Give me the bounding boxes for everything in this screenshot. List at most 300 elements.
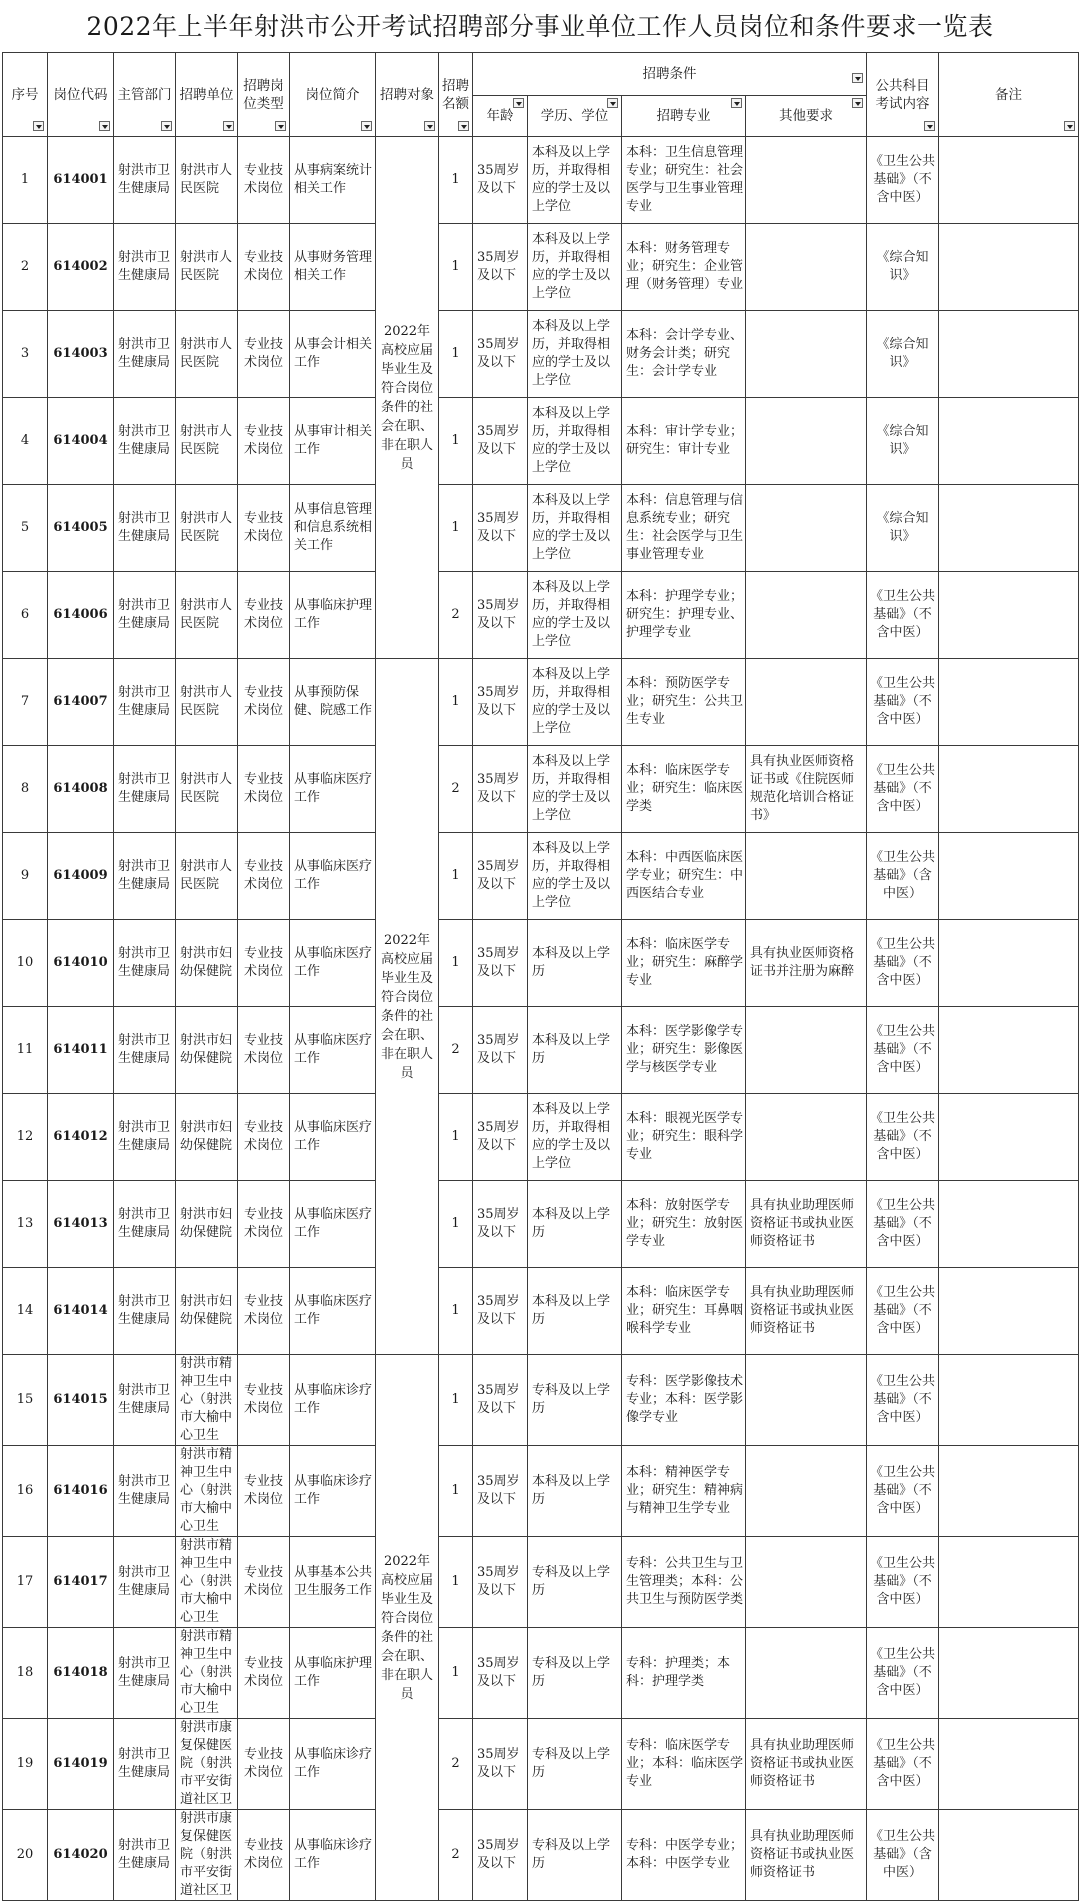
cell-code: 614011	[48, 1007, 114, 1094]
cell-seq: 15	[3, 1355, 48, 1446]
cell-dept: 射洪市卫生健康局	[114, 1719, 176, 1810]
cell-dept: 射洪市卫生健康局	[114, 311, 176, 398]
cell-exam: 《卫生公共基础》（不含中医）	[867, 920, 939, 1007]
filter-dropdown-icon[interactable]	[513, 98, 524, 108]
cell-unit: 射洪市人民医院	[176, 224, 238, 311]
cell-major: 本科：会计学专业、财务会计类；研究生：会计学专业	[622, 311, 746, 398]
cell-age: 35周岁及以下	[473, 224, 528, 311]
filter-dropdown-icon[interactable]	[1064, 121, 1075, 131]
cell-age: 35周岁及以下	[473, 398, 528, 485]
cell-edu: 专科及以上学历	[528, 1355, 622, 1446]
cell-count: 1	[439, 311, 473, 398]
cell-unit: 射洪市妇幼保健院	[176, 1094, 238, 1181]
cell-age: 35周岁及以下	[473, 1537, 528, 1628]
cell-major: 本科：财务管理专业；研究生：企业管理（财务管理）专业	[622, 224, 746, 311]
cell-seq: 7	[3, 659, 48, 746]
cell-type: 专业技术岗位	[238, 1181, 290, 1268]
cell-type: 专业技术岗位	[238, 485, 290, 572]
cell-other	[746, 137, 867, 224]
cell-edu: 本科及以上学历，并取得相应的学士及以上学位	[528, 746, 622, 833]
cell-code: 614014	[48, 1268, 114, 1355]
cell-seq: 9	[3, 833, 48, 920]
cell-type: 专业技术岗位	[238, 920, 290, 1007]
cell-type: 专业技术岗位	[238, 572, 290, 659]
cell-seq: 1	[3, 137, 48, 224]
cell-exam: 《卫生公共基础》（不含中医）	[867, 1007, 939, 1094]
cell-type: 专业技术岗位	[238, 1268, 290, 1355]
cell-age: 35周岁及以下	[473, 1094, 528, 1181]
table-row	[3, 224, 1079, 311]
cell-dept: 射洪市卫生健康局	[114, 1355, 176, 1446]
page-title: 2022年上半年射洪市公开考试招聘部分事业单位工作人员岗位和条件要求一览表	[86, 12, 994, 41]
table-row	[3, 659, 1079, 746]
filter-dropdown-icon[interactable]	[924, 121, 935, 131]
header-type: 招聘岗位类型	[238, 53, 290, 137]
cell-exam: 《卫生公共基础》（不含中医）	[867, 659, 939, 746]
cell-major: 本科：信息管理与信息系统专业；研究生：社会医学与卫生事业管理专业	[622, 485, 746, 572]
header-conditions: 招聘条件	[473, 53, 867, 96]
table-row	[3, 920, 1079, 1007]
cell-unit: 射洪市精神卫生中心（射洪市大榆中心卫生	[176, 1355, 238, 1446]
cell-exam: 《卫生公共基础》（含中医）	[867, 833, 939, 920]
cell-age: 35周岁及以下	[473, 1355, 528, 1446]
cell-dept: 射洪市卫生健康局	[114, 485, 176, 572]
cell-count: 1	[439, 485, 473, 572]
cell-unit: 射洪市人民医院	[176, 137, 238, 224]
table-row	[3, 1181, 1079, 1268]
filter-dropdown-icon[interactable]	[33, 121, 44, 131]
cell-seq: 14	[3, 1268, 48, 1355]
cell-other	[746, 659, 867, 746]
filter-dropdown-icon[interactable]	[458, 121, 469, 131]
cell-count: 2	[439, 1810, 473, 1901]
cell-dept: 射洪市卫生健康局	[114, 398, 176, 485]
cell-dept: 射洪市卫生健康局	[114, 659, 176, 746]
cell-edu: 本科及以上学历，并取得相应的学士及以上学位	[528, 137, 622, 224]
cell-edu: 本科及以上学历，并取得相应的学士及以上学位	[528, 224, 622, 311]
cell-other: 具有执业助理医师资格证书或执业医师资格证书	[746, 1810, 867, 1901]
table-row	[3, 1355, 1079, 1446]
cell-intro: 从事信息管理和信息系统相关工作	[290, 485, 376, 572]
cell-intro: 从事财务管理相关工作	[290, 224, 376, 311]
cell-other: 具有执业医师资格证书或《住院医师规范化培训合格证书》	[746, 746, 867, 833]
cell-seq: 18	[3, 1628, 48, 1719]
cell-remark	[939, 485, 1079, 572]
cell-dept: 射洪市卫生健康局	[114, 1181, 176, 1268]
cell-age: 35周岁及以下	[473, 1446, 528, 1537]
cell-age: 35周岁及以下	[473, 137, 528, 224]
header-exam: 公共科目考试内容	[867, 53, 939, 137]
cell-intro: 从事临床医疗工作	[290, 1007, 376, 1094]
cell-remark	[939, 224, 1079, 311]
cell-intro: 从事临床护理工作	[290, 572, 376, 659]
cell-other	[746, 1628, 867, 1719]
cell-dept: 射洪市卫生健康局	[114, 1810, 176, 1901]
table-row	[3, 833, 1079, 920]
cell-edu: 本科及以上学历	[528, 1268, 622, 1355]
cell-intro: 从事临床医疗工作	[290, 920, 376, 1007]
cell-code: 614019	[48, 1719, 114, 1810]
cell-unit: 射洪市康复保健医院（射洪市平安街道社区卫	[176, 1810, 238, 1901]
cell-major: 本科：医学影像学专业；研究生：影像医学与核医学专业	[622, 1007, 746, 1094]
cell-remark	[939, 1446, 1079, 1537]
cell-remark	[939, 1094, 1079, 1181]
table-row	[3, 746, 1079, 833]
cell-age: 35周岁及以下	[473, 1810, 528, 1901]
cell-type: 专业技术岗位	[238, 398, 290, 485]
table-row	[3, 572, 1079, 659]
cell-age: 35周岁及以下	[473, 1181, 528, 1268]
cell-age: 35周岁及以下	[473, 311, 528, 398]
cell-count: 1	[439, 1355, 473, 1446]
cell-age: 35周岁及以下	[473, 572, 528, 659]
cell-intro: 从事会计相关工作	[290, 311, 376, 398]
filter-dropdown-icon[interactable]	[223, 121, 234, 131]
cell-remark	[939, 1355, 1079, 1446]
cell-seq: 10	[3, 920, 48, 1007]
cell-code: 614003	[48, 311, 114, 398]
cell-remark	[939, 746, 1079, 833]
cell-code: 614017	[48, 1537, 114, 1628]
cell-code: 614008	[48, 746, 114, 833]
cell-edu: 本科及以上学历，并取得相应的学士及以上学位	[528, 572, 622, 659]
cell-type: 专业技术岗位	[238, 224, 290, 311]
cell-other	[746, 485, 867, 572]
cell-intro: 从事临床护理工作	[290, 1628, 376, 1719]
cell-edu: 本科及以上学历	[528, 920, 622, 1007]
cell-count: 1	[439, 659, 473, 746]
cell-major: 本科：预防医学专业；研究生：公共卫生专业	[622, 659, 746, 746]
filter-dropdown-icon[interactable]	[852, 98, 863, 108]
cell-count: 1	[439, 1537, 473, 1628]
cell-dept: 射洪市卫生健康局	[114, 833, 176, 920]
cell-other	[746, 224, 867, 311]
cell-other	[746, 1094, 867, 1181]
cell-major: 专科：临床医学专业；本科：临床医学专业	[622, 1719, 746, 1810]
cell-unit: 射洪市人民医院	[176, 572, 238, 659]
cell-dept: 射洪市卫生健康局	[114, 572, 176, 659]
header-other: 其他要求	[746, 96, 867, 137]
cell-count: 2	[439, 1719, 473, 1810]
header-remark: 备注	[939, 53, 1079, 137]
cell-intro: 从事临床医疗工作	[290, 833, 376, 920]
cell-exam: 《卫生公共基础》（含中医）	[867, 1810, 939, 1901]
cell-dept: 射洪市卫生健康局	[114, 1094, 176, 1181]
cell-seq: 20	[3, 1810, 48, 1901]
cell-intro: 从事临床诊疗工作	[290, 1355, 376, 1446]
cell-code: 614006	[48, 572, 114, 659]
cell-major: 本科：眼视光医学专业；研究生：眼科学专业	[622, 1094, 746, 1181]
cell-intro: 从事临床医疗工作	[290, 1094, 376, 1181]
table-row	[3, 1446, 1079, 1537]
cell-remark	[939, 1007, 1079, 1094]
cell-unit: 射洪市妇幼保健院	[176, 920, 238, 1007]
cell-exam: 《卫生公共基础》（不含中医）	[867, 746, 939, 833]
cell-type: 专业技术岗位	[238, 311, 290, 398]
cell-target: 2022年高校应届毕业生及符合岗位条件的社会在职、非在职人员	[376, 1355, 439, 1901]
table-row	[3, 137, 1079, 224]
cell-age: 35周岁及以下	[473, 659, 528, 746]
cell-seq: 4	[3, 398, 48, 485]
cell-age: 35周岁及以下	[473, 1007, 528, 1094]
cell-exam: 《卫生公共基础》（不含中医）	[867, 1094, 939, 1181]
cell-major: 本科：卫生信息管理专业；研究生：社会医学与卫生事业管理专业	[622, 137, 746, 224]
cell-count: 1	[439, 1628, 473, 1719]
cell-major: 专科：中医学专业；本科：中医学专业	[622, 1810, 746, 1901]
cell-count: 1	[439, 833, 473, 920]
cell-exam: 《综合知识》	[867, 311, 939, 398]
cell-count: 2	[439, 746, 473, 833]
cell-type: 专业技术岗位	[238, 1537, 290, 1628]
cell-type: 专业技术岗位	[238, 1719, 290, 1810]
cell-other: 具有执业助理医师资格证书或执业医师资格证书	[746, 1268, 867, 1355]
cell-dept: 射洪市卫生健康局	[114, 1007, 176, 1094]
cell-intro: 从事病案统计相关工作	[290, 137, 376, 224]
cell-code: 614009	[48, 833, 114, 920]
cell-seq: 11	[3, 1007, 48, 1094]
cell-count: 1	[439, 137, 473, 224]
cell-edu: 本科及以上学历，并取得相应的学士及以上学位	[528, 398, 622, 485]
cell-edu: 专科及以上学历	[528, 1810, 622, 1901]
cell-seq: 16	[3, 1446, 48, 1537]
cell-other	[746, 833, 867, 920]
cell-type: 专业技术岗位	[238, 1007, 290, 1094]
cell-major: 专科：护理类；本科：护理学类	[622, 1628, 746, 1719]
cell-unit: 射洪市人民医院	[176, 746, 238, 833]
cell-edu: 专科及以上学历	[528, 1537, 622, 1628]
cell-major: 专科：医学影像技术专业；本科：医学影像学专业	[622, 1355, 746, 1446]
header-dept: 主管部门	[114, 53, 176, 137]
header-unit: 招聘单位	[176, 53, 238, 137]
cell-exam: 《卫生公共基础》（不含中医）	[867, 137, 939, 224]
cell-unit: 射洪市人民医院	[176, 398, 238, 485]
cell-exam: 《卫生公共基础》（不含中医）	[867, 1537, 939, 1628]
cell-exam: 《综合知识》	[867, 398, 939, 485]
cell-target: 2022年高校应届毕业生及符合岗位条件的社会在职、非在职人员	[376, 137, 439, 659]
table-row	[3, 398, 1079, 485]
cell-remark	[939, 1628, 1079, 1719]
filter-dropdown-icon[interactable]	[361, 121, 372, 131]
cell-count: 1	[439, 920, 473, 1007]
cell-seq: 12	[3, 1094, 48, 1181]
cell-major: 本科：临床医学专业；研究生：耳鼻咽喉科学专业	[622, 1268, 746, 1355]
cell-code: 614005	[48, 485, 114, 572]
cell-edu: 本科及以上学历	[528, 1007, 622, 1094]
cell-count: 1	[439, 224, 473, 311]
cell-exam: 《综合知识》	[867, 224, 939, 311]
cell-other	[746, 1537, 867, 1628]
cell-edu: 专科及以上学历	[528, 1719, 622, 1810]
cell-code: 614007	[48, 659, 114, 746]
cell-count: 1	[439, 1268, 473, 1355]
cell-dept: 射洪市卫生健康局	[114, 1628, 176, 1719]
cell-edu: 本科及以上学历，并取得相应的学士及以上学位	[528, 1094, 622, 1181]
cell-count: 1	[439, 1094, 473, 1181]
header-edu: 学历、学位	[528, 96, 622, 137]
cell-seq: 8	[3, 746, 48, 833]
cell-unit: 射洪市康复保健医院（射洪市平安街道社区卫	[176, 1719, 238, 1810]
cell-type: 专业技术岗位	[238, 1628, 290, 1719]
cell-type: 专业技术岗位	[238, 1446, 290, 1537]
cell-edu: 本科及以上学历	[528, 1446, 622, 1537]
cell-unit: 射洪市人民医院	[176, 485, 238, 572]
cell-unit: 射洪市妇幼保健院	[176, 1181, 238, 1268]
cell-exam: 《卫生公共基础》（不含中医）	[867, 1628, 939, 1719]
header-intro: 岗位简介	[290, 53, 376, 137]
cell-type: 专业技术岗位	[238, 833, 290, 920]
cell-major: 本科：精神医学专业；研究生：精神病与精神卫生学专业	[622, 1446, 746, 1537]
cell-other	[746, 1355, 867, 1446]
cell-intro: 从事临床诊疗工作	[290, 1810, 376, 1901]
cell-other: 具有执业医师资格证书并注册为麻醉	[746, 920, 867, 1007]
table-row	[3, 1268, 1079, 1355]
cell-major: 本科：审计学专业；研究生：审计专业	[622, 398, 746, 485]
cell-unit: 射洪市人民医院	[176, 311, 238, 398]
filter-dropdown-icon[interactable]	[161, 121, 172, 131]
cell-exam: 《卫生公共基础》（不含中医）	[867, 1446, 939, 1537]
cell-other	[746, 311, 867, 398]
cell-exam: 《卫生公共基础》（不含中医）	[867, 572, 939, 659]
table-row	[3, 311, 1079, 398]
cell-age: 35周岁及以下	[473, 833, 528, 920]
cell-unit: 射洪市精神卫生中心（射洪市大榆中心卫生	[176, 1537, 238, 1628]
cell-unit: 射洪市精神卫生中心（射洪市大榆中心卫生	[176, 1628, 238, 1719]
filter-dropdown-icon[interactable]	[424, 121, 435, 131]
cell-code: 614012	[48, 1094, 114, 1181]
positions-table	[2, 52, 1079, 1901]
cell-exam: 《卫生公共基础》（不含中医）	[867, 1719, 939, 1810]
cell-exam: 《卫生公共基础》（不含中医）	[867, 1268, 939, 1355]
cell-seq: 3	[3, 311, 48, 398]
cell-type: 专业技术岗位	[238, 746, 290, 833]
cell-count: 1	[439, 1446, 473, 1537]
cell-major: 本科：护理学专业；研究生：护理专业、护理学专业	[622, 572, 746, 659]
cell-type: 专业技术岗位	[238, 1094, 290, 1181]
cell-seq: 19	[3, 1719, 48, 1810]
cell-code: 614015	[48, 1355, 114, 1446]
cell-code: 614013	[48, 1181, 114, 1268]
cell-unit: 射洪市人民医院	[176, 833, 238, 920]
cell-major: 本科：临床医学专业；研究生：麻醉学专业	[622, 920, 746, 1007]
cell-age: 35周岁及以下	[473, 746, 528, 833]
cell-edu: 专科及以上学历	[528, 1628, 622, 1719]
cell-other	[746, 398, 867, 485]
cell-edu: 本科及以上学历，并取得相应的学士及以上学位	[528, 485, 622, 572]
cell-remark	[939, 1537, 1079, 1628]
cell-intro: 从事临床医疗工作	[290, 746, 376, 833]
table-row	[3, 1810, 1079, 1901]
header-major: 招聘专业	[622, 96, 746, 137]
filter-dropdown-icon[interactable]	[731, 98, 742, 108]
cell-seq: 6	[3, 572, 48, 659]
cell-code: 614020	[48, 1810, 114, 1901]
cell-dept: 射洪市卫生健康局	[114, 1446, 176, 1537]
header-age: 年龄	[473, 96, 528, 137]
filter-dropdown-icon[interactable]	[275, 121, 286, 131]
cell-age: 35周岁及以下	[473, 485, 528, 572]
cell-dept: 射洪市卫生健康局	[114, 224, 176, 311]
cell-type: 专业技术岗位	[238, 1355, 290, 1446]
cell-age: 35周岁及以下	[473, 1628, 528, 1719]
cell-exam: 《卫生公共基础》（不含中医）	[867, 1181, 939, 1268]
header-count: 招聘名额	[439, 53, 473, 137]
cell-code: 614018	[48, 1628, 114, 1719]
cell-type: 专业技术岗位	[238, 1810, 290, 1901]
header-seq: 序号	[3, 53, 48, 137]
cell-count: 2	[439, 572, 473, 659]
header-code: 岗位代码	[48, 53, 114, 137]
cell-remark	[939, 920, 1079, 1007]
table-row	[3, 1094, 1079, 1181]
cell-major: 专科：公共卫生与卫生管理类；本科：公共卫生与预防医学类	[622, 1537, 746, 1628]
cell-exam: 《卫生公共基础》（不含中医）	[867, 1355, 939, 1446]
table-row	[3, 485, 1079, 572]
cell-other	[746, 572, 867, 659]
cell-type: 专业技术岗位	[238, 137, 290, 224]
cell-age: 35周岁及以下	[473, 920, 528, 1007]
cell-code: 614016	[48, 1446, 114, 1537]
cell-intro: 从事基本公共卫生服务工作	[290, 1537, 376, 1628]
table-row	[3, 1628, 1079, 1719]
cell-intro: 从事预防保健、院感工作	[290, 659, 376, 746]
filter-dropdown-icon[interactable]	[852, 73, 863, 83]
cell-code: 614001	[48, 137, 114, 224]
cell-remark	[939, 1810, 1079, 1901]
cell-remark	[939, 1719, 1079, 1810]
cell-unit: 射洪市妇幼保健院	[176, 1268, 238, 1355]
cell-count: 1	[439, 1181, 473, 1268]
cell-other	[746, 1007, 867, 1094]
cell-seq: 17	[3, 1537, 48, 1628]
cell-unit: 射洪市人民医院	[176, 659, 238, 746]
cell-intro: 从事临床医疗工作	[290, 1268, 376, 1355]
cell-remark	[939, 1181, 1079, 1268]
cell-count: 1	[439, 398, 473, 485]
cell-other	[746, 1446, 867, 1537]
cell-seq: 2	[3, 224, 48, 311]
cell-dept: 射洪市卫生健康局	[114, 1268, 176, 1355]
cell-remark	[939, 833, 1079, 920]
cell-remark	[939, 137, 1079, 224]
cell-major: 本科：中西医临床医学专业；研究生：中西医结合专业	[622, 833, 746, 920]
cell-intro: 从事临床诊疗工作	[290, 1719, 376, 1810]
cell-major: 本科：临床医学专业；研究生：临床医学类	[622, 746, 746, 833]
cell-remark	[939, 572, 1079, 659]
cell-exam: 《综合知识》	[867, 485, 939, 572]
table-row	[3, 1007, 1079, 1094]
cell-dept: 射洪市卫生健康局	[114, 1537, 176, 1628]
cell-dept: 射洪市卫生健康局	[114, 137, 176, 224]
cell-count: 2	[439, 1007, 473, 1094]
filter-dropdown-icon[interactable]	[99, 121, 110, 131]
cell-type: 专业技术岗位	[238, 659, 290, 746]
cell-intro: 从事临床诊疗工作	[290, 1446, 376, 1537]
table-row	[3, 1537, 1079, 1628]
table-row	[3, 1719, 1079, 1810]
cell-code: 614010	[48, 920, 114, 1007]
filter-dropdown-icon[interactable]	[607, 98, 618, 108]
cell-intro: 从事审计相关工作	[290, 398, 376, 485]
cell-code: 614004	[48, 398, 114, 485]
cell-edu: 本科及以上学历，并取得相应的学士及以上学位	[528, 833, 622, 920]
cell-age: 35周岁及以下	[473, 1719, 528, 1810]
cell-remark	[939, 398, 1079, 485]
header-target: 招聘对象	[376, 53, 439, 137]
cell-other: 具有执业助理医师资格证书或执业医师资格证书	[746, 1719, 867, 1810]
cell-remark	[939, 1268, 1079, 1355]
cell-major: 本科：放射医学专业；研究生：放射医学专业	[622, 1181, 746, 1268]
cell-edu: 本科及以上学历，并取得相应的学士及以上学位	[528, 311, 622, 398]
